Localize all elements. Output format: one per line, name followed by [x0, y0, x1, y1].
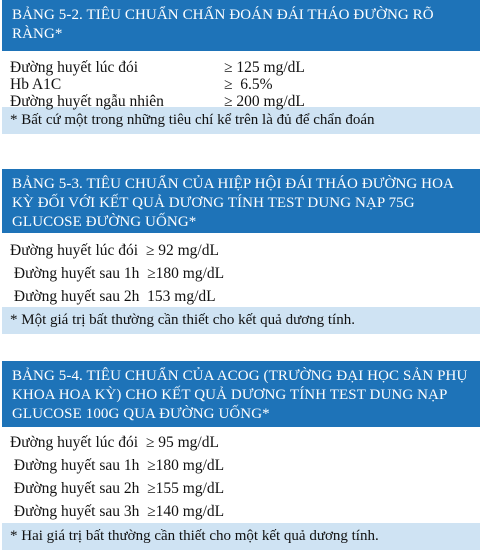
row-value: ≥ 200 mg/dL [224, 93, 305, 110]
table-row [10, 59, 472, 76]
row-value: ≥180 mg/dL [147, 265, 225, 282]
row-label: Đường huyết ngẫu nhiên [10, 93, 164, 110]
row-label: Đường huyết sau 1h [10, 265, 148, 282]
row-label: Đường huyết lúc đói [10, 434, 146, 451]
row-value: ≥ 125 mg/dL [224, 59, 305, 76]
table-footnote: * Hai giá trị bất thường cần thiết cho một kết quả dương tính. [2, 523, 480, 550]
row-value: ≥ 92 mg/dL [145, 242, 219, 259]
table-body [2, 233, 480, 307]
row-label: Đường huyết sau 2h [10, 288, 148, 305]
row-label: Hb A1C [10, 76, 62, 93]
table-title: BẢNG 5-4. TIÊU CHUẨN CỦA ACOG (TRƯỜNG ĐẠI HỌC SẢN PHỤ KHOA HOA KỲ) CHO KẾT QUẢ DƯƠNG TÍNH TEST DUNG NẠP GLUCOSE 100G QUA ĐƯỜNG UỐNG* [2, 361, 480, 427]
table-body [2, 427, 480, 523]
table-row [10, 239, 472, 262]
table-title: BẢNG 5-3. TIÊU CHUẨN CỦA HIỆP HỘI ĐÁI THÁO ĐƯỜNG HOA KỲ ĐỐI VỚI KẾT QUẢ DƯƠNG TÍNH TEST DUNG NẠP 75G GLUCOSE ĐƯỜNG UỐNG* [2, 169, 480, 233]
row-label: Đường huyết sau 2h [10, 480, 148, 497]
row-value: ≥ 95 mg/dL [145, 434, 219, 451]
row-value: ≥140 mg/dL [147, 503, 225, 520]
table-row [10, 262, 472, 285]
row-label: Đường huyết sau 3h [10, 503, 148, 520]
row-value: ≥ 6.5% [224, 76, 273, 93]
table-body [2, 51, 480, 110]
table-row [10, 431, 472, 454]
row-label: Đường huyết lúc đói [10, 59, 139, 76]
table-5-4 [2, 361, 480, 550]
table-5-2 [2, 0, 480, 134]
row-value: ≥180 mg/dL [147, 457, 225, 474]
table-footnote: * Bất cứ một trong những tiêu chí kể trên là đủ để chẩn đoán [2, 107, 480, 134]
table-row [10, 454, 472, 477]
table-row [10, 285, 472, 308]
table-5-3 [2, 169, 480, 334]
row-label: Đường huyết lúc đói [10, 242, 146, 259]
table-row [10, 76, 472, 93]
table-row [10, 477, 472, 500]
table-title: BẢNG 5-2. TIÊU CHUẨN CHẨN ĐOÁN ĐÁI THÁO ĐƯỜNG RÕ RÀNG* [2, 0, 480, 51]
row-label: Đường huyết sau 1h [10, 457, 148, 474]
row-value: 153 mg/dL [147, 288, 216, 305]
row-value: ≥155 mg/dL [147, 480, 225, 497]
table-footnote: * Một giá trị bất thường cần thiết cho kết quả dương tính. [2, 307, 480, 334]
table-row [10, 500, 472, 523]
